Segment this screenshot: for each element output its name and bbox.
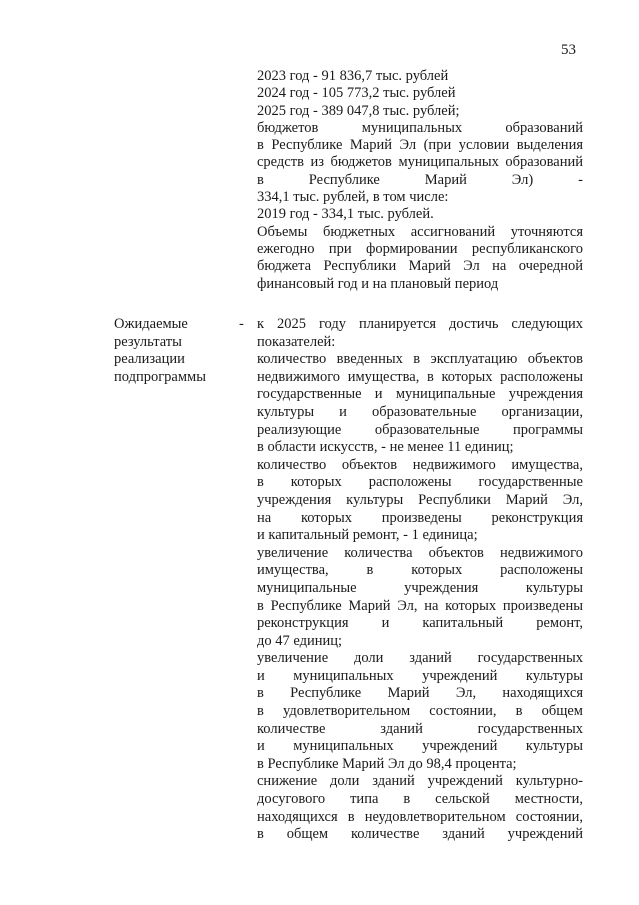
funding-line: 2019 год - 334,1 тыс. рублей. xyxy=(257,206,434,223)
page-number: 53 xyxy=(561,42,576,58)
results-line: количество объектов недвижимого имущества, xyxy=(257,456,583,473)
label-line: результаты xyxy=(114,333,182,350)
funding-line: средств из бюджетов муниципальных образований xyxy=(257,154,583,171)
funding-line: финансовый год и на плановый период xyxy=(257,275,499,292)
results-line: количество введенных в эксплуатацию объектов xyxy=(257,351,583,368)
results-line: реконструкция и капитальный ремонт, xyxy=(257,615,583,632)
label-dash: - xyxy=(239,316,244,332)
results-line: находящихся в неудовлетворительном состоянии, xyxy=(257,808,583,825)
results-line: досугового типа в сельской местности, xyxy=(257,791,583,808)
results-line: культуры и образовательные организации, xyxy=(257,403,583,420)
funding-line: бюджета Республики Марий Эл на очередной xyxy=(257,258,583,275)
results-line: реализующие образовательные программы xyxy=(257,421,583,438)
results-line: снижение доли зданий учреждений культурно- xyxy=(257,773,583,790)
results-line: в удовлетворительном состоянии, в общем xyxy=(257,703,583,720)
results-line: в Республике Марий Эл, на которых произведены xyxy=(257,597,583,614)
label-line: реализации xyxy=(114,351,185,368)
results-line: на которых произведены реконструкция xyxy=(257,509,583,526)
results-line: увеличение количества объектов недвижимого xyxy=(257,544,583,561)
results-line: в общем количестве зданий учреждений xyxy=(257,826,583,843)
results-line: в Республике Марий Эл, находящихся xyxy=(257,685,583,702)
results-line: количестве зданий государственных xyxy=(257,720,583,737)
results-line: учреждения культуры Республики Марий Эл, xyxy=(257,491,583,508)
results-line: увеличение доли зданий государственных xyxy=(257,650,583,667)
results-line: к 2025 году планируется достичь следующих xyxy=(257,316,583,332)
expected-results-text xyxy=(257,316,583,844)
results-line: и муниципальных учреждений культуры xyxy=(257,738,583,755)
results-line: в области искусств, - не менее 11 единиц; xyxy=(257,439,514,456)
funding-line: 334,1 тыс. рублей, в том числе: xyxy=(257,189,449,206)
funding-line: в Республике Марий Эл) - xyxy=(257,171,583,188)
funding-line: 2023 год - 91 836,7 тыс. рублей xyxy=(257,68,449,84)
funding-line: бюджетов муниципальных образований xyxy=(257,119,583,136)
expected-results-label xyxy=(114,316,234,386)
funding-line: ежегодно при формировании республиканского xyxy=(257,240,583,257)
label-line: Ожидаемые xyxy=(114,316,188,332)
funding-line: 2025 год - 389 047,8 тыс. рублей; xyxy=(257,102,460,119)
results-line: государственные и муниципальные учреждения xyxy=(257,386,583,403)
results-line: недвижимого имущества, в которых расположены xyxy=(257,368,583,385)
results-line: показателей: xyxy=(257,333,336,350)
funding-line: Объемы бюджетных ассигнований уточняются xyxy=(257,223,583,240)
results-line: в которых расположены государственные xyxy=(257,474,583,491)
funding-line: в Республике Марий Эл (при условии выделения xyxy=(257,137,583,154)
label-line: подпрограммы xyxy=(114,368,206,385)
results-line: имущества, в которых расположены xyxy=(257,562,583,579)
results-line: и муниципальных учреждений культуры xyxy=(257,667,583,684)
results-line: и капитальный ремонт, - 1 единица; xyxy=(257,527,478,544)
results-line: до 47 единиц; xyxy=(257,632,343,649)
funding-sources-text xyxy=(257,68,583,293)
funding-line: 2024 год - 105 773,2 тыс. рублей xyxy=(257,85,456,102)
results-line: муниципальные учреждения культуры xyxy=(257,579,583,596)
results-line: в Республике Марий Эл до 98,4 процента; xyxy=(257,755,517,772)
